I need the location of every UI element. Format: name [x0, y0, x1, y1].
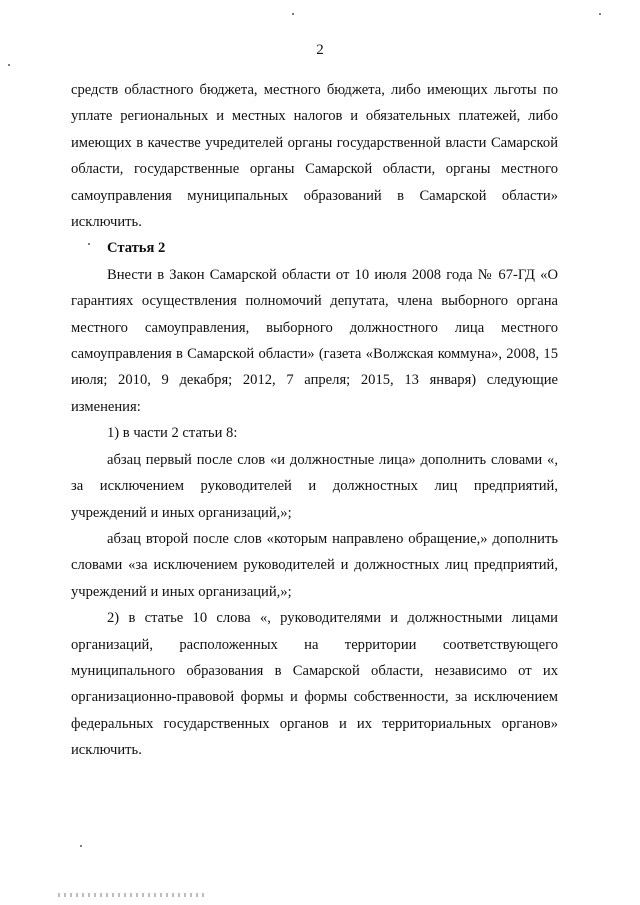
scan-speck	[292, 13, 294, 15]
paragraph-item-2: 2) в статье 10 слова «, руководителями и должностными лицами организаций, расположенных на территории соответствующего муниципального образования в Самарской области, независимо от их организационно-правовой формы и формы собственности, за исключением федеральных государственных органов и их территориальных органов» исключить.	[71, 610, 558, 759]
paragraph-continuation: средств областного бюджета, местного бюджета, либо имеющих льготы по уплате региональных и местных налогов и обязательных платежей, либо имеющих в качестве учредителей органы государственной власти Самарской области, государственные органы Самарской области, органы местного самоуправления муниципальных образований в Самарской области» исключить.	[71, 82, 558, 231]
paragraph-amendment-intro: Внести в Закон Самарской области от 10 июля 2008 года № 67-ГД «О гарантиях осуществления полномочий депутата, члена выборного органа местного самоуправления, выборного должностного лица местного самоуправления в Самарской области» (газета «Волжская коммуна», 2008, 15 июля; 2010, 9 декабря; 2012, 7 апреля; 2015, 13 января) следующие изменения:	[71, 266, 558, 415]
page-number: 2	[316, 42, 324, 58]
scan-speck	[8, 64, 10, 66]
scan-speck	[599, 13, 601, 15]
paragraph-abzac-1: абзац первый после слов «и должностные лица» дополнить словами «, за исключением руководителей и должностных лиц предприятий, учреждений и иных организаций,»;	[71, 451, 558, 521]
article-heading: Статья 2	[107, 240, 166, 257]
scan-speck	[88, 243, 90, 245]
document-body	[71, 77, 558, 764]
scan-speck	[80, 845, 82, 847]
paragraph-item-1: 1) в части 2 статьи 8:	[107, 425, 238, 442]
paragraph-abzac-2: абзац второй после слов «которым направлено обращение,» дополнить словами «за исключением руководителей и должностных лиц предприятий, учреждений и иных организаций,»;	[71, 530, 558, 600]
scan-edge-noise	[58, 893, 208, 897]
